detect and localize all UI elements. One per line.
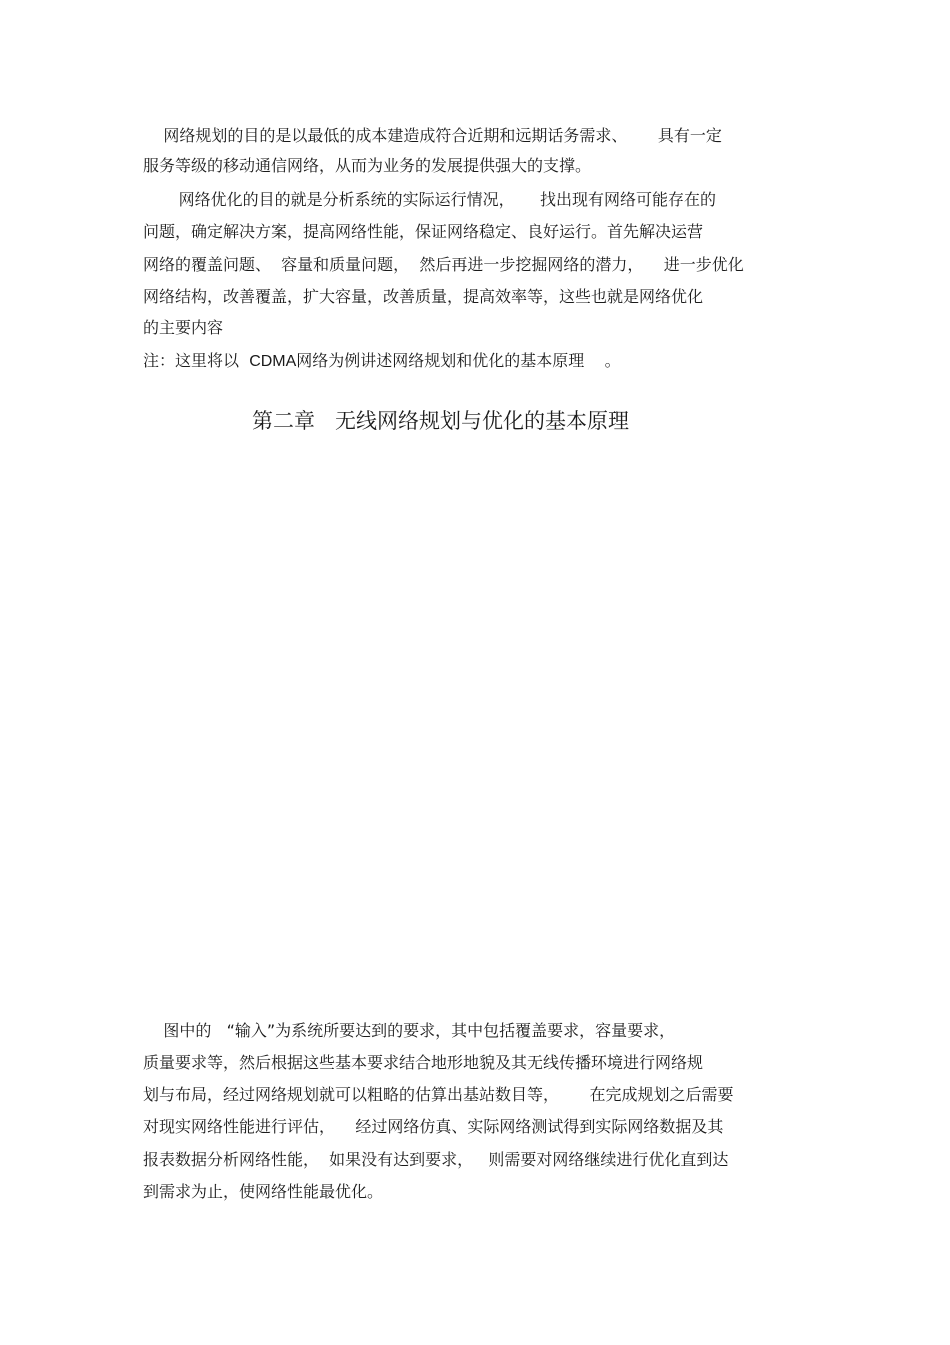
figure-desc-line: 图中的 “输入”为系统所要达到的要求，其中包括覆盖要求，容量要求， xyxy=(143,1021,676,1040)
intro-line: 网络规划的目的是以最低的成本建造成符合近期和远期话务需求、 具有一定 xyxy=(143,126,722,145)
intro-line: 服务等级的移动通信网络，从而为业务的发展提供强大的支撑。 xyxy=(143,156,592,175)
note-cdma: CDMA xyxy=(249,353,297,370)
figure-desc-line: 质量要求等，然后根据这些基本要求结合地形地貌及其无线传播环境进行网络规 xyxy=(143,1053,704,1072)
figure-desc-line: 对现实网络性能进行评估， 经过网络仿真、实际网络测试得到实际网络数据及其 xyxy=(143,1117,724,1136)
intro-line: 网络优化的目的就是分析系统的实际运行情况， 找出现有网络可能存在的 xyxy=(143,190,717,209)
figure-desc-line: 报表数据分析网络性能， 如果没有达到要求， 则需要对网络继续进行优化直到达 xyxy=(143,1150,729,1169)
intro-line: 网络的覆盖问题、 容量和质量问题， 然后再进一步挖掘网络的潜力， 进一步优化 xyxy=(143,255,744,274)
intro-line: 问题，确定解决方案，提高网络性能，保证网络稳定、良好运行。首先解决运营 xyxy=(143,222,704,241)
figure-desc-line: 到需求为止，使网络性能最优化。 xyxy=(143,1182,384,1201)
note-line xyxy=(143,351,621,372)
chapter-title: 第二章 无线网络规划与优化的基本原理 xyxy=(252,409,630,433)
note-suffix: 网络为例讲述网络规划和优化的基本原理 。 xyxy=(296,351,621,370)
note-prefix: 注：这里将以 xyxy=(143,351,250,370)
intro-line: 的主要内容 xyxy=(143,318,224,337)
intro-line: 网络结构，改善覆盖，扩大容量，改善质量，提高效率等，这些也就是网络优化 xyxy=(143,287,704,306)
figure-desc-line: 划与布局，经过网络规划就可以粗略的估算出基站数目等， 在完成规划之后需要 xyxy=(143,1085,734,1104)
